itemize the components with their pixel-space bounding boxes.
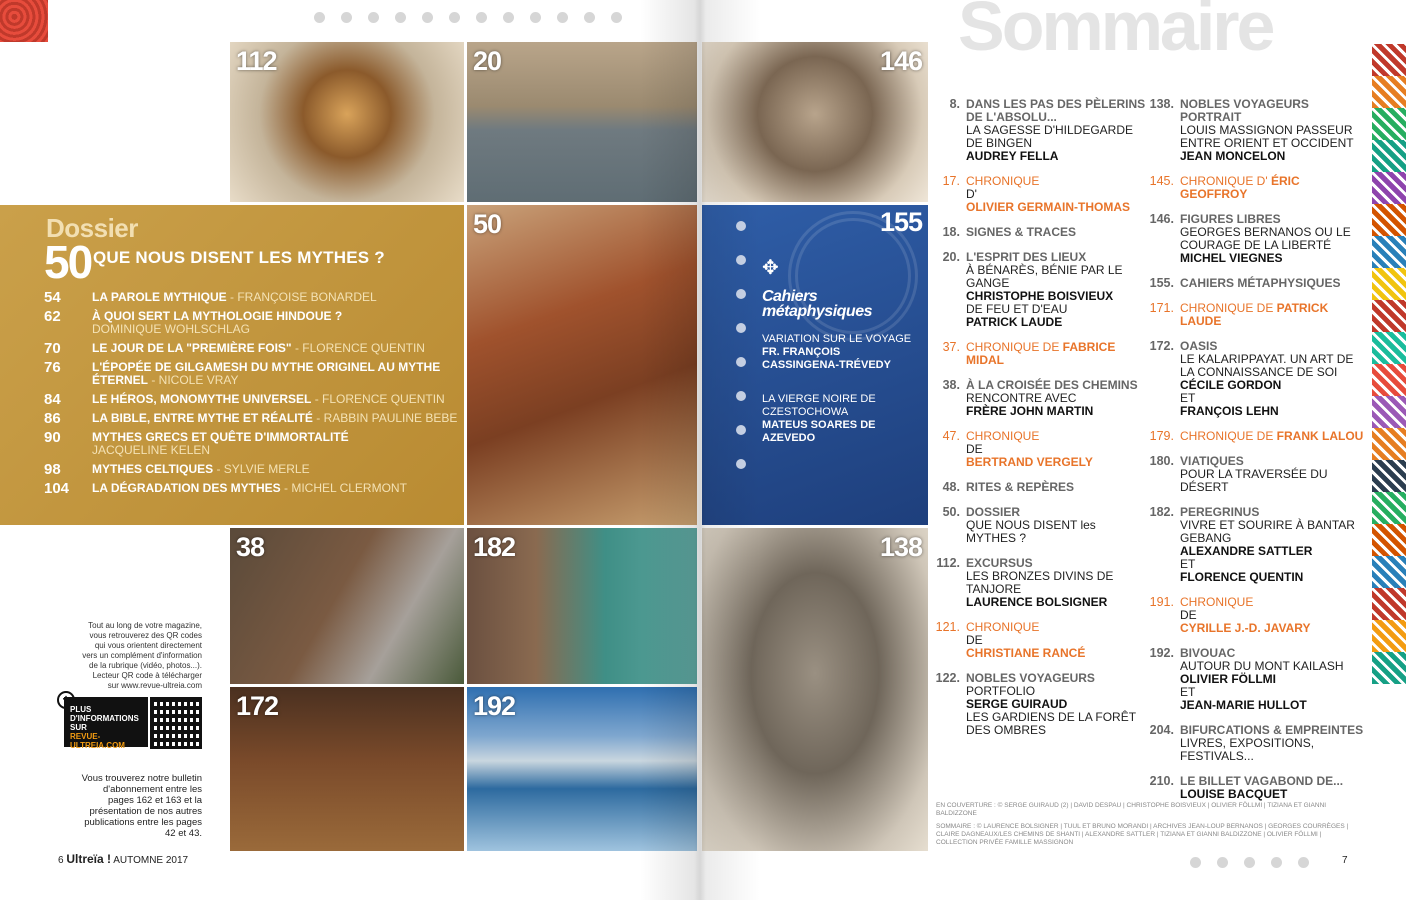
photo-credits: [936, 802, 1356, 847]
toc-subtitle: LES GARDIENS DE LA FORÊT DES OMBRES: [966, 710, 1136, 737]
toc-entry[interactable]: [1136, 98, 1370, 163]
toc-section: LE BILLET VAGABOND DE...: [1180, 774, 1344, 788]
toc-entry[interactable]: [922, 226, 1148, 239]
toc-page-number: 48.: [942, 480, 960, 494]
toc-section: PEREGRINUS: [1180, 505, 1260, 519]
toc-entry-body: [1180, 430, 1370, 443]
dossier-item[interactable]: [40, 310, 460, 336]
toc-section: À LA CROISÉE DES CHEMINS: [966, 378, 1138, 392]
magazine-brand: Ultreïa !: [66, 852, 112, 866]
cahiers-article-1: [762, 333, 912, 372]
toc-section: SIGNES & TRACES: [966, 225, 1077, 239]
cahiers-title-line2: métaphysiques: [762, 303, 872, 320]
toc-page-number: 37.: [942, 340, 960, 354]
toc-section: CAHIERS MÉTAPHYSIQUES: [1180, 276, 1341, 290]
toc-entry-body: [1180, 277, 1370, 290]
toc-entry-body: [966, 506, 1148, 545]
toc-page-number: 38.: [942, 378, 960, 392]
toc-author: FRANÇOIS LEHN: [1180, 404, 1279, 418]
knot-logo-icon: ✥: [762, 257, 779, 279]
pattern-tile: [1372, 332, 1406, 364]
issue-season: AUTOMNE 2017: [113, 855, 189, 866]
pattern-tile: [1372, 140, 1406, 172]
pattern-tile: [1372, 460, 1406, 492]
toc-page-number: 138.: [1149, 97, 1174, 111]
toc-subtitle: DE: [966, 442, 983, 456]
photo-ethiopian-fresco: [467, 205, 697, 525]
toc-section: CHRONIQUE: [1180, 595, 1254, 609]
dossier-item-page: 84: [44, 391, 61, 408]
dossier-item[interactable]: [40, 393, 460, 406]
toc-page-number: 179.: [1149, 429, 1174, 443]
toc-subtitle: AUTOUR DU MONT KAILASH: [1180, 659, 1344, 673]
photo-page-number: 50: [473, 209, 502, 239]
dossier-page-number: 50: [44, 236, 92, 288]
right-folio: [1342, 855, 1348, 866]
toc-section: DOSSIER: [966, 505, 1021, 519]
toc-entry-body: [966, 481, 1148, 494]
toc-entry-body: [966, 621, 1148, 660]
photo-page-number: 146: [879, 46, 922, 76]
toc-entry[interactable]: [1136, 455, 1370, 494]
toc-page-number: 155.: [1149, 276, 1174, 290]
toc-entry[interactable]: [922, 430, 1148, 469]
photo-page-number: 20: [473, 46, 502, 76]
toc-section: DANS LES PAS DES PÈLERINS DE L'ABSOLU...: [966, 97, 1146, 124]
photo-portrait-man: [230, 528, 464, 684]
dossier-item-page: 70: [44, 340, 61, 357]
dossier-item-text: [92, 463, 460, 476]
website-label: REVUE-ULTREIA.COM: [70, 732, 125, 750]
cahiers-page-number: 155: [879, 207, 922, 237]
photo-page-number: 182: [473, 532, 516, 562]
toc-author: JEAN-MARIE HULLOT: [1180, 698, 1307, 712]
cahiers-title-line1: Cahiers: [762, 288, 818, 305]
pattern-tile: [1372, 588, 1406, 620]
toc-entry[interactable]: [1136, 340, 1370, 418]
dossier-item-text: [92, 361, 460, 387]
toc-subtitle: D': [966, 187, 977, 201]
photo-page-number: 138: [879, 532, 922, 562]
pattern-tile: [1372, 268, 1406, 300]
toc-subtitle: RENCONTRE AVEC: [966, 391, 1077, 405]
photo-varanasi-ghats: [467, 42, 697, 202]
photo-mount-kailash-lake: [467, 687, 697, 851]
article-title: VARIATION SUR LE VOYAGE: [762, 333, 912, 345]
toc-subtitle: PORTFOLIO: [966, 684, 1036, 698]
toc-subtitle: LOUIS MASSIGNON PASSEUR ENTRE ORIENT ET OCCIDENT: [1180, 123, 1354, 150]
left-folio: [58, 852, 188, 866]
toc-section: EXCURSUS: [966, 556, 1033, 570]
qr-explanation-text: Tout au long de votre magazine, vous retrouverez des QR codes qui vous orientent directement vers un complément d'information de la rubrique (vidéo, photos...). Lecteur QR code à télécharger sur www.revue-ultreia.com: [82, 621, 202, 690]
dossier-box: [0, 205, 464, 525]
toc-subtitle: ET: [1180, 685, 1196, 699]
cahiers-dots: [736, 221, 746, 493]
photo-smiling-girl: [467, 528, 697, 684]
toc-entry[interactable]: [922, 481, 1148, 494]
toc-section: CHRONIQUE DE: [1180, 301, 1274, 315]
toc-entry[interactable]: [1136, 724, 1370, 763]
toc-author: PATRICK LAUDE: [966, 315, 1063, 329]
dossier-item-author: - RABBIN PAULINE BEBE: [312, 411, 458, 425]
toc-section: BIFURCATIONS & EMPREINTES: [1180, 723, 1364, 737]
toc-entry-body: [966, 672, 1148, 737]
toc-section: CHRONIQUE: [966, 429, 1040, 443]
dossier-item-title: LA DÉGRADATION DES MYTHES: [92, 481, 281, 495]
photo-page-number: 112: [236, 46, 277, 76]
toc-page-number: 50.: [942, 505, 960, 519]
folio-page-number: 7: [1342, 855, 1348, 866]
photo-bronze-shiva: [230, 42, 464, 202]
pattern-tile: [1372, 428, 1406, 460]
cahiers-box: [702, 205, 928, 525]
toc-section: CHRONIQUE D': [1180, 174, 1268, 188]
more-info-box[interactable]: [64, 697, 148, 750]
pattern-tile: [1372, 76, 1406, 108]
toc-entry[interactable]: [922, 251, 1148, 329]
toc-entry-body: [1180, 596, 1370, 635]
dossier-item-title: LA PAROLE MYTHIQUE: [92, 290, 227, 304]
dossier-item-author: - FLORENCE QUENTIN: [311, 392, 445, 406]
photo-kalarippayat: [230, 687, 464, 851]
dossier-item-text: [92, 342, 460, 355]
toc-entry-body: [966, 430, 1148, 469]
toc-page-number: 121.: [935, 620, 960, 634]
pattern-tile: [1372, 652, 1406, 684]
dossier-item-title: LE JOUR DE LA "PREMIÈRE FOIS": [92, 341, 292, 355]
toc-entry-body: [1180, 724, 1370, 763]
pattern-tile: [1372, 556, 1406, 588]
article-author: MATEUS SOARES DE AZEVEDO: [762, 419, 876, 444]
toc-entry[interactable]: [922, 379, 1148, 418]
dossier-item-page: 98: [44, 461, 61, 478]
dossier-item-author: - FRANÇOISE BONARDEL: [226, 290, 377, 304]
pattern-tile: [1372, 300, 1406, 332]
toc-page-number: 182.: [1149, 505, 1174, 519]
dossier-item-title: LA BIBLE, ENTRE MYTHE ET RÉALITÉ: [92, 411, 313, 425]
dossier-item[interactable]: [40, 412, 460, 425]
dossier-item[interactable]: [40, 342, 460, 355]
photo-page-number: 38: [236, 532, 265, 562]
toc-entry[interactable]: [922, 557, 1148, 609]
dossier-item[interactable]: [40, 291, 460, 304]
toc-section: OASIS: [1180, 339, 1218, 353]
toc-entry-body: [1180, 213, 1370, 265]
pattern-tile: [1372, 620, 1406, 652]
toc-author: CÉCILE GORDON: [1180, 378, 1282, 392]
toc-page-number: 171.: [1149, 301, 1174, 315]
toc-subtitle: GEORGES BERNANOS OU LE COURAGE DE LA LIBERTÉ: [1180, 225, 1351, 252]
toc-entry[interactable]: [1136, 213, 1370, 265]
toc-subtitle: QUE NOUS DISENT les MYTHES ?: [966, 518, 1096, 545]
toc-entry[interactable]: [922, 672, 1148, 737]
pattern-tile: [1372, 172, 1406, 204]
toc-author: JEAN MONCELON: [1180, 149, 1286, 163]
toc-subtitle: DE FEU ET D'EAU: [966, 302, 1068, 316]
toc-entry[interactable]: [1136, 775, 1370, 801]
toc-entry[interactable]: [1136, 430, 1370, 443]
dossier-item-author: - MICHEL CLERMONT: [280, 481, 407, 495]
dossier-item-text: [92, 310, 460, 336]
toc-section: RITES & REPÈRES: [966, 480, 1075, 494]
toc-entry[interactable]: [1136, 277, 1370, 290]
page-dots-top: [314, 12, 622, 23]
toc-author: FLORENCE QUENTIN: [1180, 570, 1304, 584]
dossier-label: Dossier: [46, 213, 138, 243]
dossier-item-text: [92, 291, 460, 304]
toc-entry-body: [1180, 455, 1370, 494]
toc-author: ALEXANDRE SATTLER: [1180, 544, 1313, 558]
dossier-item-title: MYTHES GRECS ET QUÊTE D'IMMORTALITÉ: [92, 430, 349, 444]
dossier-item[interactable]: [40, 361, 460, 387]
dossier-item-page: 90: [44, 429, 61, 446]
toc-author: LOUISE BACQUET: [1180, 787, 1288, 801]
dossier-list: [40, 291, 460, 501]
toc-page-number: 210.: [1149, 774, 1174, 788]
toc-subtitle: DE: [1180, 608, 1197, 622]
toc-entry[interactable]: [922, 621, 1148, 660]
toc-author: CHRISTIANE RANCÉ: [966, 646, 1086, 660]
dossier-item[interactable]: [40, 463, 460, 476]
left-page: [0, 0, 700, 900]
toc-section: L'ESPRIT DES LIEUX: [966, 250, 1087, 264]
toc-section: BIVOUAC: [1180, 646, 1236, 660]
pattern-tile: [1372, 108, 1406, 140]
toc-entry[interactable]: [1136, 175, 1370, 201]
folio-page-number: 6: [58, 855, 64, 866]
toc-entry-body: [966, 175, 1148, 214]
toc-entry[interactable]: [922, 175, 1148, 214]
toc-entry-body: [966, 557, 1148, 609]
toc-entry-body: [1180, 340, 1370, 418]
toc-entry-body: [1180, 647, 1370, 712]
dossier-item-page: 86: [44, 410, 61, 427]
photo-massignon-portrait: [702, 528, 928, 851]
toc-page-number: 112.: [936, 556, 960, 570]
toc-subtitle: DE: [966, 633, 983, 647]
toc-page-number: 172.: [1149, 339, 1174, 353]
toc-page-number: 17.: [942, 174, 960, 188]
toc-entry-body: [966, 98, 1148, 163]
cahiers-article-2: [762, 393, 912, 445]
pattern-tile: [1372, 236, 1406, 268]
toc-subtitle: ET: [1180, 557, 1196, 571]
toc-author: PATRICK LAUDE: [1180, 301, 1329, 328]
dossier-item-page: 54: [44, 289, 61, 306]
dossier-item-text: [92, 412, 460, 425]
toc-page-number: 146.: [1149, 212, 1174, 226]
toc-author: FRANK LALOU: [1273, 429, 1364, 443]
dossier-item-text: [92, 393, 460, 406]
dossier-item-author: - NICOLE VRAY: [148, 373, 239, 387]
dossier-item[interactable]: [40, 482, 460, 495]
toc-entry-body: [966, 251, 1148, 329]
toc-author: OLIVIER FÖLLMI: [1180, 672, 1276, 686]
toc-author: AUDREY FELLA: [966, 149, 1059, 163]
toc-author: MICHEL VIEGNES: [1180, 251, 1283, 265]
toc-section: CHRONIQUE: [966, 620, 1040, 634]
toc-entry[interactable]: [1136, 647, 1370, 712]
toc-page-number: 20.: [942, 250, 960, 264]
dossier-item-text: [92, 482, 460, 495]
toc-column-2: [1136, 98, 1370, 813]
toc-subtitle: À BÉNARÈS, BÉNIE PAR LE GANGE: [966, 263, 1123, 290]
toc-entry[interactable]: [922, 98, 1148, 163]
toc-author: SERGE GUIRAUD: [966, 697, 1068, 711]
toc-entry[interactable]: [922, 341, 1148, 367]
toc-entry[interactable]: [1136, 302, 1370, 328]
pattern-tile: [1372, 204, 1406, 236]
dossier-item-title: L'ÉPOPÉE DE GILGAMESH DU MYTHE ORIGINEL AU MYTHE ÉTERNEL: [92, 360, 441, 387]
toc-section: NOBLES VOYAGEURS: [966, 671, 1095, 685]
pattern-tile: [1372, 492, 1406, 524]
toc-section: NOBLES VOYAGEURS PORTRAIT: [1180, 97, 1309, 124]
toc-entry-body: [1180, 98, 1370, 163]
dossier-item-page: 76: [44, 359, 61, 376]
dossier-item-text: [92, 431, 460, 457]
dossier-item-author: JACQUELINE KELEN: [92, 443, 211, 457]
toc-subtitle: LIVRES, EXPOSITIONS, FESTIVALS...: [1180, 736, 1315, 763]
toc-subtitle: POUR LA TRAVERSÉE DU DÉSERT: [1180, 467, 1328, 494]
toc-column-1: [922, 98, 1148, 749]
toc-entry-body: [966, 226, 1148, 239]
toc-author: CYRILLE J.-D. JAVARY: [1180, 621, 1311, 635]
toc-author: LAURENCE BOLSIGNER: [966, 595, 1108, 609]
toc-page-number: 192.: [1149, 646, 1174, 660]
photo-page-number: 172: [236, 691, 279, 721]
decorative-pattern-strip: [1372, 44, 1406, 690]
toc-subtitle: LE KALARIPPAYAT. UN ART DE LA CONNAISSANCE DE SOI: [1180, 352, 1354, 379]
toc-page-number: 180.: [1149, 454, 1174, 468]
pattern-tile: [1372, 524, 1406, 556]
dossier-item-page: 62: [44, 308, 61, 325]
toc-entry[interactable]: [1136, 506, 1370, 584]
toc-entry-body: [966, 379, 1148, 418]
toc-author: CHRISTOPHE BOISVIEUX: [966, 289, 1114, 303]
dossier-title: QUE NOUS DISENT LES MYTHES ?: [93, 248, 385, 267]
photo-bernanos-portrait: [702, 42, 928, 202]
dossier-item[interactable]: [40, 431, 460, 457]
cover-credits: EN COUVERTURE : © SERGE GUIRAUD (2) | DAVID DESPAU | CHRISTOPHE BOISVIEUX | OLIVIER FÖLLMI | TIZIANA ET GIANNI BALDIZZONE: [936, 802, 1327, 817]
toc-page-number: 8.: [949, 97, 960, 111]
toc-author: FRÈRE JOHN MARTIN: [966, 404, 1094, 418]
corner-ornament: [0, 0, 48, 42]
toc-page-number: 191.: [1149, 595, 1174, 609]
toc-section: VIATIQUES: [1180, 454, 1244, 468]
toc-subtitle: ET: [1180, 391, 1196, 405]
toc-page-number: 47.: [942, 429, 960, 443]
dossier-item-page: 104: [44, 480, 70, 497]
toc-entry[interactable]: [922, 506, 1148, 545]
toc-subtitle: LES BRONZES DIVINS DE TANJORE: [966, 569, 1114, 596]
toc-section: FIGURES LIBRES: [1180, 212, 1281, 226]
subscription-note: Vous trouverez notre bulletin d'abonnement entre les pages 162 et 163 et la présentation de nos autres publications entre les pages 42 et 43.: [81, 773, 202, 839]
qr-code-icon[interactable]: [150, 697, 202, 749]
toc-author: ÉRIC GEOFFROY: [1180, 174, 1300, 201]
more-info-label: PLUS D'INFORMATIONS SUR: [70, 705, 139, 732]
toc-author: OLIVIER GERMAIN-THOMAS: [966, 200, 1130, 214]
toc-entry-body: [1180, 506, 1370, 584]
dossier-item-title: À QUOI SERT LA MYTHOLOGIE HINDOUE ?: [92, 309, 343, 323]
dossier-item-title: MYTHES CELTIQUES: [92, 462, 214, 476]
pattern-tile: [1372, 44, 1406, 76]
article-author: FR. FRANÇOIS CASSINGENA-TRÉVEDY: [762, 346, 891, 371]
toc-page-number: 122.: [935, 671, 960, 685]
photo-page-number: 192: [473, 691, 516, 721]
toc-author: FABRICE MIDAL: [966, 340, 1116, 367]
toc-section: CHRONIQUE: [966, 174, 1040, 188]
toc-entry-body: [1180, 175, 1370, 201]
pattern-tile: [1372, 364, 1406, 396]
page-dots-bottom: [1190, 857, 1309, 868]
toc-subtitle: LA SAGESSE D'HILDEGARDE DE BINGEN: [966, 123, 1134, 150]
page-heading: Sommaire: [958, 0, 1273, 65]
toc-section: CHRONIQUE DE: [1180, 429, 1274, 443]
toc-page-number: 204.: [1149, 723, 1174, 737]
article-title: LA VIERGE NOIRE DE CZESTOCHOWA: [762, 393, 876, 418]
toc-page-number: 145.: [1149, 174, 1174, 188]
toc-entry[interactable]: [1136, 596, 1370, 635]
pattern-tile: [1372, 396, 1406, 428]
toc-entry-body: [1180, 775, 1370, 801]
toc-entry-body: [1180, 302, 1370, 328]
toc-entry-body: [966, 341, 1148, 367]
dossier-item-author: - FLORENCE QUENTIN: [291, 341, 425, 355]
dossier-item-author: DOMINIQUE WOHLSCHLAG: [92, 322, 251, 336]
dossier-item-author: - SYLVIE MERLE: [213, 462, 310, 476]
cahiers-title: [762, 289, 872, 319]
toc-section: CHRONIQUE DE: [966, 340, 1060, 354]
toc-page-number: 18.: [942, 225, 960, 239]
toc-subtitle: VIVRE ET SOURIRE À BANTAR GEBANG: [1180, 518, 1355, 545]
dossier-item-title: LE HÉROS, MONOMYTHE UNIVERSEL: [92, 392, 312, 406]
toc-author: BERTRAND VERGELY: [966, 455, 1093, 469]
contents-credits: SOMMAIRE : © LAURENCE BOLSIGNER | TUUL ET BRUNO MORANDI | ARCHIVES JEAN-LOUP BERNANOS | GEORGES COURRÈGES | CLAIRE DAGNEAUX/LES CHEMINS DE SHANTI | ALEXANDRE SATTLER | TIZIANA ET GIANNI BALDIZZONE | OLIVIER FÖLLMI | COLLECTION PRIVÉE FAMILLE MASSIGNON: [936, 823, 1349, 846]
